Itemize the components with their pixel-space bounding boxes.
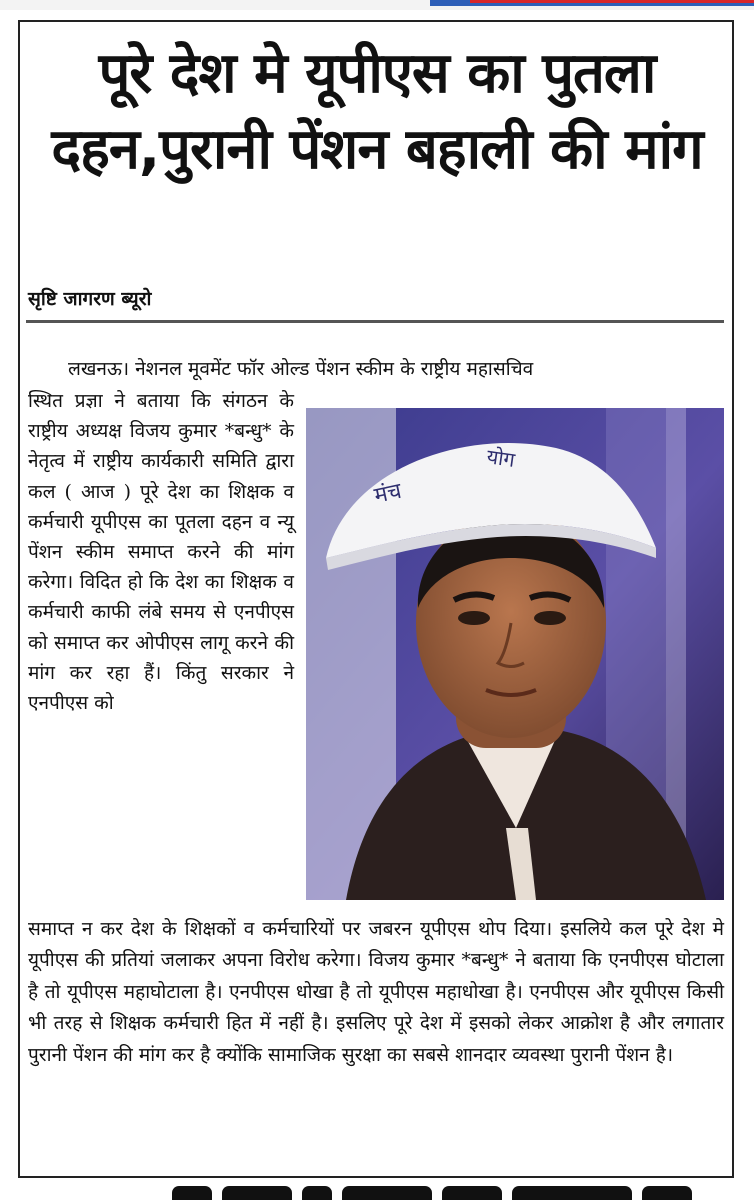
svg-text:योग: योग (485, 444, 517, 472)
masthead-red-bar (470, 0, 754, 3)
full-width-paragraph: समाप्त न कर देश के शिक्षकों व कर्मचारियों पर जबरन यूपीएस थोप दिया। इसलिये कल पूरे देश मे यूपीएस की प्रतियां जलाकर अपना विरोध करेगा। विजय कुमार *बन्धु* ने बताया कि एनपीएस घोटाला है तो यूपीएस महाघोटाला है। एनपीएस धोखा है तो यूपीएस महाधोखा है। एनपीएस और यूपीएस किसी भी तरह से शिक्षक कर्मचारी हित में नहीं है। इसलिए पूरे देश में इसको लेकर आक्रोश है और लगातार पुरानी पेंशन की मांग कर है क्योंकि सामाजिक सुरक्षा का सबसे शानदार व्यवस्था पुरानी पेंशन है। (28, 918, 724, 1066)
portrait-photo (306, 408, 724, 900)
headline: पूरे देश मे यूपीएस का पुतला दहन,पुरानी पेंशन बहाली की मांग (51, 41, 703, 182)
byline: सृष्टि जागरण ब्यूरो (28, 288, 152, 310)
svg-text:मंच: मंच (372, 478, 404, 509)
next-story-headline-partial (22, 1186, 732, 1200)
page-top-strip (0, 0, 754, 10)
byline-rule (26, 320, 724, 323)
lead-paragraph-line: लखनऊ। नेशनल मूवमेंट फॉर ओल्ड पेंशन स्कीम के राष्ट्रीय महासचिव (68, 358, 534, 380)
column-paragraph: स्थित प्रज्ञा ने बताया कि संगठन के राष्ट्रीय अध्यक्ष विजय कुमार *बन्धु* के नेतृत्व में राष्ट्रीय कार्यकारी समिति द्वारा कल ( आज ) पूरे देश का शिक्षक व कर्मचारी यूपीएस का पूतला दहन व न्यू पेंशन स्कीम समाप्त करने की मांग करेगा। विदित हो कि देश का शिक्षक व कर्मचारी काफी लंबे समय से एनपीएस को समाप्त कर ओपीएस लागू करने की मांग कर रहा हैं। किंतु सरकार ने एनपीएस को (28, 390, 294, 715)
